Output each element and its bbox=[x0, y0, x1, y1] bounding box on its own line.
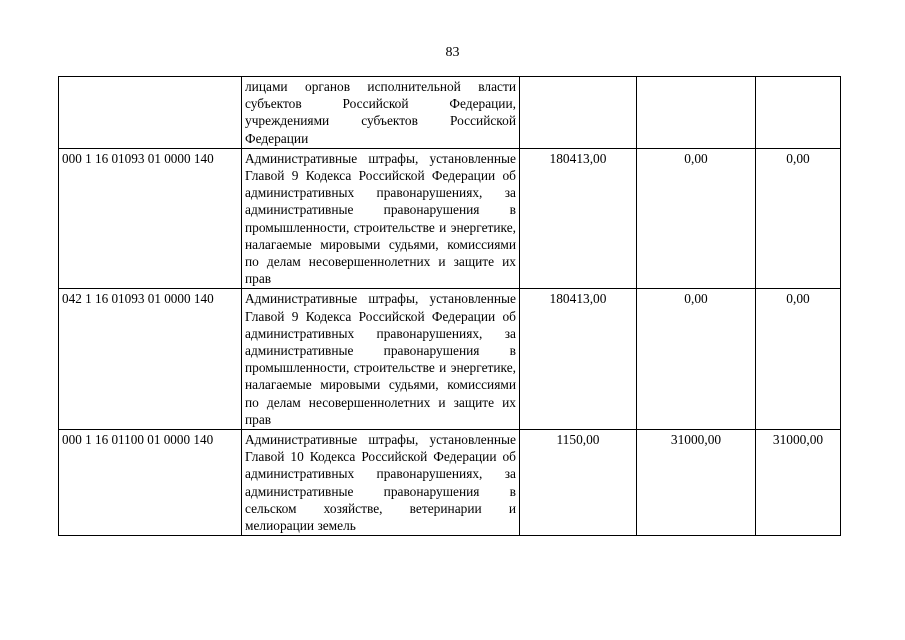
page-number: 83 bbox=[445, 45, 460, 60]
description-cell: лицами органов исполнительной власти субъектов Российской Федерации, учреждениями субъектов Российской Федерации bbox=[242, 77, 520, 149]
description-cell: Административные штрафы, установленные Главой 9 Кодекса Российской Федерации об административных правонарушениях, за административные правонарушения в промышленности, строительстве и энергетике, налагаемые мировыми судьями, комиссиями по делам несовершеннолетних и защите их прав bbox=[242, 148, 520, 289]
amount-cell-3 bbox=[756, 77, 841, 149]
amount-cell-1: 180413,00 bbox=[520, 289, 637, 430]
amount-cell-2: 0,00 bbox=[637, 289, 756, 430]
description-cell: Административные штрафы, установленные Главой 9 Кодекса Российской Федерации об административных правонарушениях, за административные правонарушения в промышленности, строительстве и энергетике, налагаемые мировыми судьями, комиссиями по делам несовершеннолетних и защите их прав bbox=[242, 289, 520, 430]
budget-table bbox=[58, 76, 841, 536]
budget-code-cell: 042 1 16 01093 01 0000 140 bbox=[59, 289, 242, 430]
amount-cell-3: 31000,00 bbox=[756, 430, 841, 536]
amount-cell-3: 0,00 bbox=[756, 289, 841, 430]
amount-cell-1: 1150,00 bbox=[520, 430, 637, 536]
budget-code-cell: 000 1 16 01100 01 0000 140 bbox=[59, 430, 242, 536]
amount-cell-1 bbox=[520, 77, 637, 149]
amount-cell-2: 0,00 bbox=[637, 148, 756, 289]
table-row bbox=[59, 430, 841, 536]
table-row bbox=[59, 148, 841, 289]
amount-cell-3: 0,00 bbox=[756, 148, 841, 289]
amount-cell-2 bbox=[637, 77, 756, 149]
table-row bbox=[59, 77, 841, 149]
amount-cell-2: 31000,00 bbox=[637, 430, 756, 536]
budget-code-cell: 000 1 16 01093 01 0000 140 bbox=[59, 148, 242, 289]
amount-cell-1: 180413,00 bbox=[520, 148, 637, 289]
budget-code-cell bbox=[59, 77, 242, 149]
description-cell: Административные штрафы, установленные Главой 10 Кодекса Российской Федерации об административных правонарушениях, за административные правонарушения в сельском хозяйстве, ветеринарии и мелиорации земель bbox=[242, 430, 520, 536]
table-row bbox=[59, 289, 841, 430]
